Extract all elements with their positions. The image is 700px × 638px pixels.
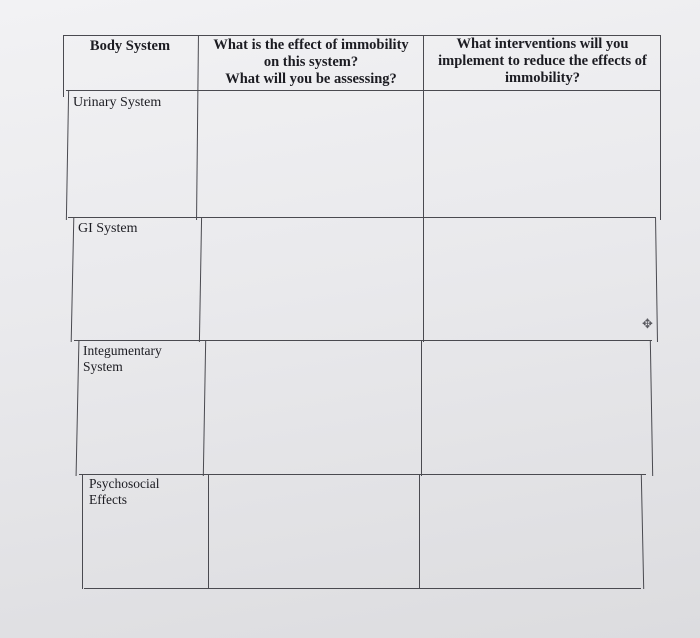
row-divider-2 <box>74 340 652 341</box>
row-divider-1 <box>68 217 656 218</box>
column-divider-1 <box>208 474 209 589</box>
table-border-right <box>655 217 658 342</box>
table-border-right <box>650 340 653 476</box>
column-divider-1 <box>196 35 199 220</box>
move-cross-icon[interactable]: ✥ <box>642 317 653 332</box>
table-border-right <box>660 35 661 220</box>
row-label-gi-system: GI System <box>78 221 138 236</box>
header-effect-of-immobility: What is the effect of immobility on this system? What will you be assessing? <box>213 37 409 87</box>
table-border-left <box>66 90 69 220</box>
row-label-psychosocial-effects: Psychosocial Effects <box>89 476 160 507</box>
table-border-left <box>76 340 80 476</box>
header-interventions: What interventions will you implement to reduce the effects of immobility? <box>438 36 647 86</box>
column-divider-2 <box>421 340 422 476</box>
table-border-left <box>63 35 64 97</box>
header-divider <box>66 90 660 91</box>
column-divider-2 <box>419 474 420 589</box>
header-body-system: Body System <box>89 38 171 54</box>
column-divider-2 <box>423 35 424 342</box>
table-border-bottom <box>84 588 641 589</box>
table-border-left <box>71 217 75 342</box>
column-divider-1 <box>199 217 202 342</box>
table-border-left <box>82 474 83 589</box>
row-label-urinary-system: Urinary System <box>73 95 162 110</box>
column-divider-1 <box>203 340 206 476</box>
row-label-integumentary-system: Integumentary System <box>83 343 162 374</box>
row-divider-3 <box>79 474 646 475</box>
table-border-right <box>641 474 644 589</box>
